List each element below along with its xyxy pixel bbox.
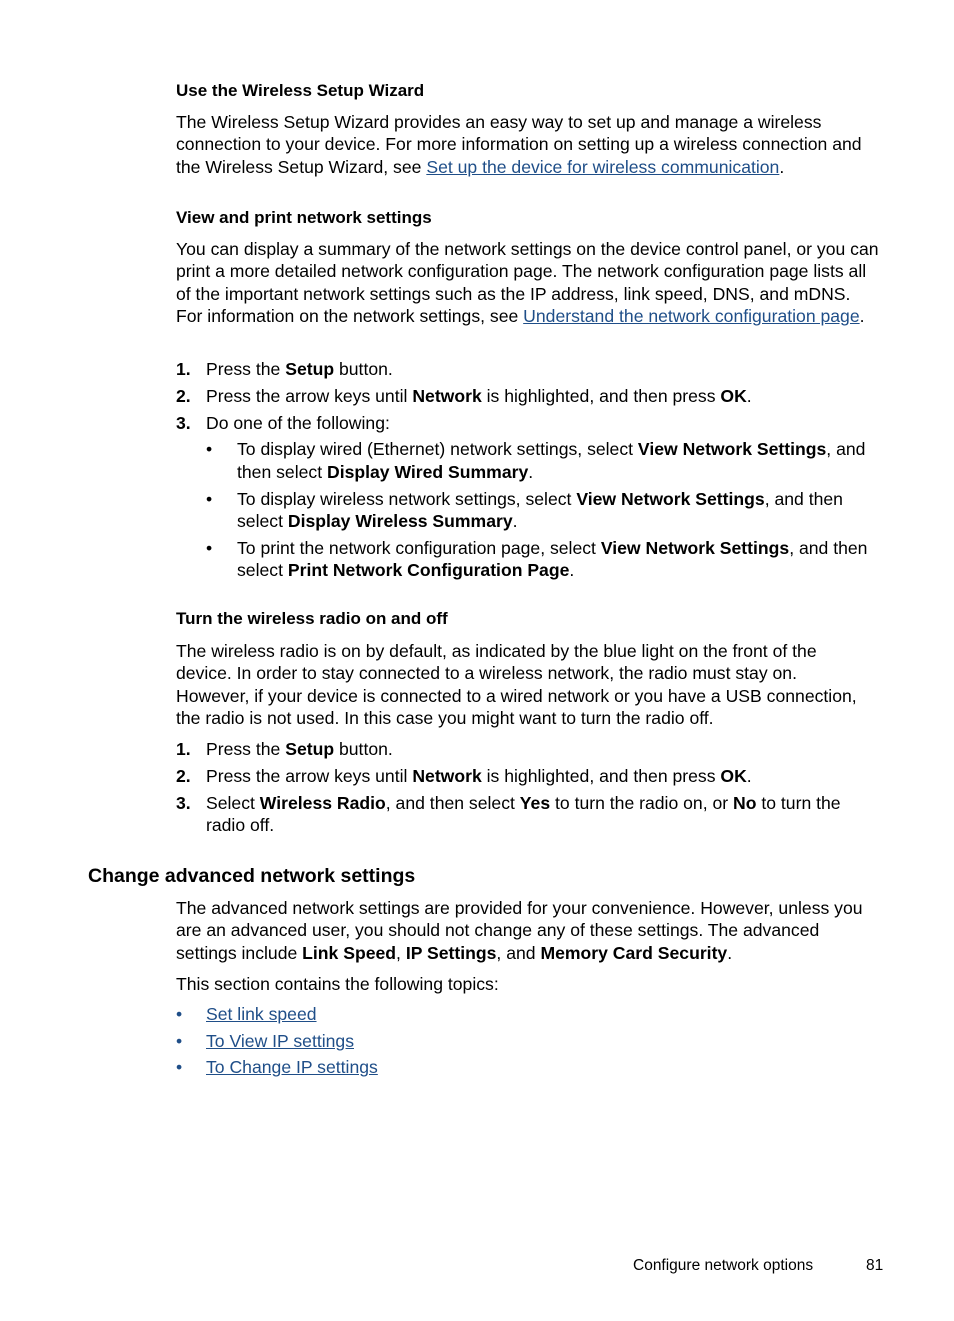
- step-text: .: [746, 385, 752, 406]
- link-set-up-wireless-communication[interactable]: Set up the device for wireless communication: [426, 156, 780, 177]
- step-text: to turn the radio on, or: [550, 792, 734, 813]
- step-text: to turn the radio off.: [206, 792, 841, 836]
- paragraph-topics-intro: This section contains the following topics:: [176, 974, 499, 994]
- step-text: button.: [334, 359, 393, 379]
- step-number: 1.: [176, 359, 191, 379]
- bullet-icon: •: [176, 1004, 183, 1024]
- bullet-keyword: View Network Settings: [637, 439, 827, 460]
- list-item: [176, 738, 876, 760]
- list-item: [206, 488, 876, 533]
- step-keyword: Network: [412, 385, 482, 406]
- link-set-link-speed[interactable]: Set link speed: [206, 1004, 317, 1024]
- step-text: is highlighted, and then press: [481, 765, 721, 786]
- footer-section-title: Configure network options: [633, 1257, 814, 1274]
- step-text: button.: [334, 739, 393, 759]
- bullet-text: , and then select: [237, 439, 866, 482]
- step-text: Press the arrow keys until: [206, 765, 413, 786]
- list-item: [176, 765, 876, 787]
- bullet-text: To print the network configuration page, select: [237, 537, 601, 558]
- bullet-keyword: Print Network Configuration Page: [287, 560, 570, 581]
- paragraph-text: The advanced network settings are provided for your convenience. However, unless you are an advanced user, you should not change any of these settings. The advanced settings include: [176, 898, 863, 963]
- paragraph-advanced-settings: [176, 897, 866, 964]
- paragraph-text: .: [779, 156, 785, 177]
- list-item: [176, 412, 876, 582]
- link-view-ip-settings[interactable]: To View IP settings: [206, 1030, 354, 1051]
- bullet-icon: •: [176, 1030, 183, 1051]
- bullet-text: , and then select: [237, 537, 868, 581]
- paragraph-text: ,: [396, 942, 406, 963]
- bullet-text: , and then select: [237, 488, 843, 531]
- step-number: 3.: [176, 792, 191, 813]
- paragraph-wireless-setup-wizard: [176, 111, 886, 178]
- paragraph-text: You can display a summary of the network settings on the device control panel, or you can print a more detailed network configuration page. The network configuration page lists all of the important network settings such as the IP address, link speed, DNS, and mDNS. For information on the network settings, see: [176, 239, 879, 327]
- list-item: [176, 1003, 378, 1025]
- sub-bullet-list: [206, 438, 876, 581]
- step-text: Do one of the following:: [206, 412, 390, 433]
- step-keyword: Wireless Radio: [259, 792, 386, 813]
- list-item: [176, 385, 876, 407]
- paragraph-text: .: [859, 306, 865, 327]
- list-item: [176, 358, 876, 380]
- list-item: [176, 1030, 378, 1052]
- step-keyword: No: [733, 792, 757, 813]
- bullet-keyword: View Network Settings: [576, 488, 765, 509]
- heading-view-print-network-settings: View and print network settings: [176, 208, 432, 227]
- step-number: 2.: [176, 765, 191, 786]
- bullet-text: .: [569, 560, 575, 581]
- bullet-keyword: Display Wired Summary: [326, 461, 529, 482]
- list-item: [206, 438, 876, 483]
- topics-link-list: [176, 1003, 378, 1083]
- link-understand-network-configuration-page[interactable]: Understand the network configuration page: [523, 306, 860, 327]
- paragraph-text: The Wireless Setup Wizard provides an easy way to set up and manage a wireless connection to your device. For more information on setting up a wireless connection and the Wireless Setup Wizard, see: [176, 112, 862, 177]
- paragraph-text: .: [727, 942, 733, 963]
- step-number: 2.: [176, 385, 191, 406]
- paragraph-keyword: Link Speed: [302, 942, 397, 963]
- step-number: 1.: [176, 739, 191, 759]
- list-item: [206, 537, 876, 582]
- steps-wireless-radio: [176, 738, 876, 841]
- step-keyword: Setup: [285, 359, 335, 379]
- step-keyword: Setup: [285, 739, 335, 759]
- bullet-text: To display wired (Ethernet) network settings, select: [237, 439, 638, 460]
- heading-change-advanced-network-settings: Change advanced network settings: [88, 865, 416, 887]
- heading-wireless-setup-wizard: Use the Wireless Setup Wizard: [176, 81, 425, 100]
- step-text: , and then select: [385, 792, 520, 813]
- bullet-text: .: [528, 461, 534, 482]
- list-item: [176, 1056, 378, 1078]
- paragraph-keyword: IP Settings: [405, 942, 497, 963]
- bullet-keyword: View Network Settings: [600, 537, 790, 558]
- step-keyword: Yes: [519, 792, 551, 813]
- link-change-ip-settings[interactable]: To Change IP settings: [206, 1057, 378, 1078]
- bullet-keyword: Display Wireless Summary: [287, 510, 513, 531]
- bullet-icon: •: [206, 439, 213, 460]
- footer-page-number: 81: [866, 1257, 884, 1274]
- paragraph-wireless-radio: The wireless radio is on by default, as indicated by the blue light on the front of the device. In order to stay connected to a wireless network, the radio must stay on. However, if your device is connected to a wired network or you have a USB connection, the radio is not used. In this case you might want to turn the radio off.: [176, 641, 857, 729]
- step-keyword: OK: [720, 385, 747, 406]
- bullet-text: To display wireless network settings, select: [237, 488, 577, 509]
- paragraph-text: , and: [496, 942, 541, 963]
- step-number: 3.: [176, 412, 191, 433]
- step-keyword: OK: [720, 765, 747, 786]
- step-text: .: [746, 765, 752, 786]
- step-keyword: Network: [412, 765, 482, 786]
- paragraph-view-print-network-settings: [176, 238, 881, 328]
- paragraph-keyword: Memory Card Security: [540, 942, 728, 963]
- heading-wireless-radio: Turn the wireless radio on and off: [176, 609, 448, 628]
- step-text: Press the arrow keys until: [206, 385, 413, 406]
- steps-view-print: [176, 358, 876, 586]
- bullet-icon: •: [176, 1057, 183, 1078]
- step-text: Press the: [206, 739, 286, 759]
- step-text: Select: [206, 792, 260, 813]
- bullet-icon: •: [206, 488, 213, 509]
- bullet-text: .: [512, 510, 518, 531]
- list-item: [176, 792, 876, 837]
- step-text: Press the: [206, 359, 286, 379]
- bullet-icon: •: [206, 537, 213, 558]
- step-text: is highlighted, and then press: [481, 385, 721, 406]
